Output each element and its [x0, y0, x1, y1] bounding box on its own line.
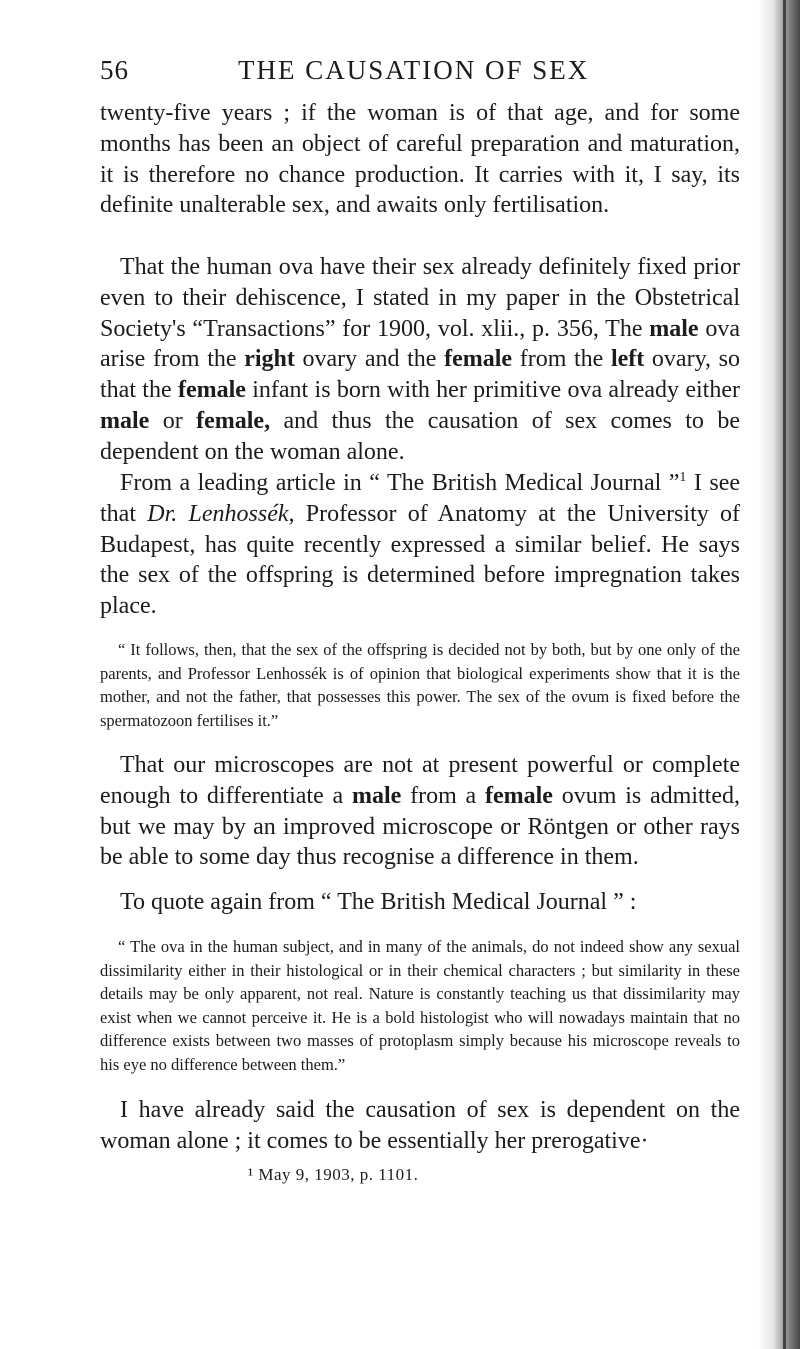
footnote-marker: ¹ [248, 1165, 254, 1184]
p2-male-1: male [649, 315, 699, 342]
running-title: THE CAUSATION OF SEX [238, 55, 590, 85]
p2-text-5: ovary, so that the [100, 346, 740, 404]
paragraph-4 [100, 750, 740, 873]
p2-text-6: infant is born with her primitive ova already either [245, 377, 740, 404]
p2-left: left [610, 346, 645, 373]
page-edge-line [783, 0, 786, 1349]
p2-text-8: and thus the causation of sex comes to be dependent on the woman alone. [100, 407, 740, 465]
p3-text-2: I see that [100, 470, 740, 527]
p2-right: right [244, 346, 295, 373]
p2-text-3: ovary and the [294, 346, 445, 373]
p3-text-3: Professor of Anatomy at the University of Budapest, has quite recently expressed a similar belief. He says the sex of the offspring is determined before impregnation takes place. [100, 500, 740, 620]
p3-text-1: From a leading article in “ The British Medical Journal ” [120, 470, 680, 496]
p2-text-4: from the [512, 346, 611, 373]
p4-female: female [485, 782, 553, 809]
footnote [248, 1165, 418, 1185]
p2-female-3: female, [196, 407, 271, 434]
p2-female-2: female [177, 377, 246, 404]
paragraph-1: twenty-five years ; if the woman is of that age, and for some months has been an object of careful preparation and maturation, it is therefore no chance production. It carries with it, I say, its definite unalterable sex, and awaits only fertilisation. [100, 100, 740, 219]
paragraph-2 [100, 252, 740, 468]
paragraph-5: To quote again from “ The British Medical Journal ” : [120, 889, 637, 915]
block-quote-2: “ The ova in the human subject, and in many of the animals, do not indeed show any sexual dissimilarity either in their histological or in their chemical characters ; but similarity in these details may be only apparent, not real. Nature is constantly teaching us that dissimilarity may exist when we cannot perceive it. He is a bold histologist who will nowadays maintain that no difference exists between two masses of protoplasm simply because his microscope reveals to his eye no difference between them.” [100, 937, 740, 1074]
p4-text-3: ovum is admitted, but we may by an improved microscope or Röntgen or other rays be able to some day thus recognise a difference in them. [100, 782, 741, 871]
p2-text-2: ova arise from the [100, 315, 740, 373]
p4-male: male [351, 782, 402, 809]
p4-text-1: That our microscopes are not at present powerful or complete enough to differentiate a [100, 752, 740, 809]
page-number: 56 [100, 55, 129, 85]
paragraph-3 [100, 468, 740, 622]
p2-text-1: That the human ova have their sex already definitely fixed prior even to their dehiscence, I stated in my paper in the Obstetrical Society's “Transactions” for 1900, vol. xlii., p. 356, The [100, 254, 740, 342]
p3-name: Dr. Lenhossék, [147, 500, 295, 527]
p2-male-2: male [100, 407, 150, 434]
page-edge-shadow [758, 0, 800, 1349]
p2-text-7: or [149, 407, 197, 434]
block-quote-1: “ It follows, then, that the sex of the offspring is decided not by both, but by one only of the parents, and Professor Lenhossék is of opinion that biological experiments show that it is the mother, and not the father, that possesses this power. The sex of the ovum is fixed before the spermatozoon fertilises it.” [100, 640, 740, 730]
footnote-text: May 9, 1903, p. 1101. [253, 1165, 419, 1184]
page-header [100, 55, 740, 91]
footnote-reference: 1 [679, 470, 687, 485]
p4-text-2: from a [401, 782, 485, 809]
p2-female-1: female [444, 346, 513, 373]
paragraph-6: I have already said the causation of sex is dependent on the woman alone ; it comes to be essentially her prerogative· [100, 1097, 740, 1154]
